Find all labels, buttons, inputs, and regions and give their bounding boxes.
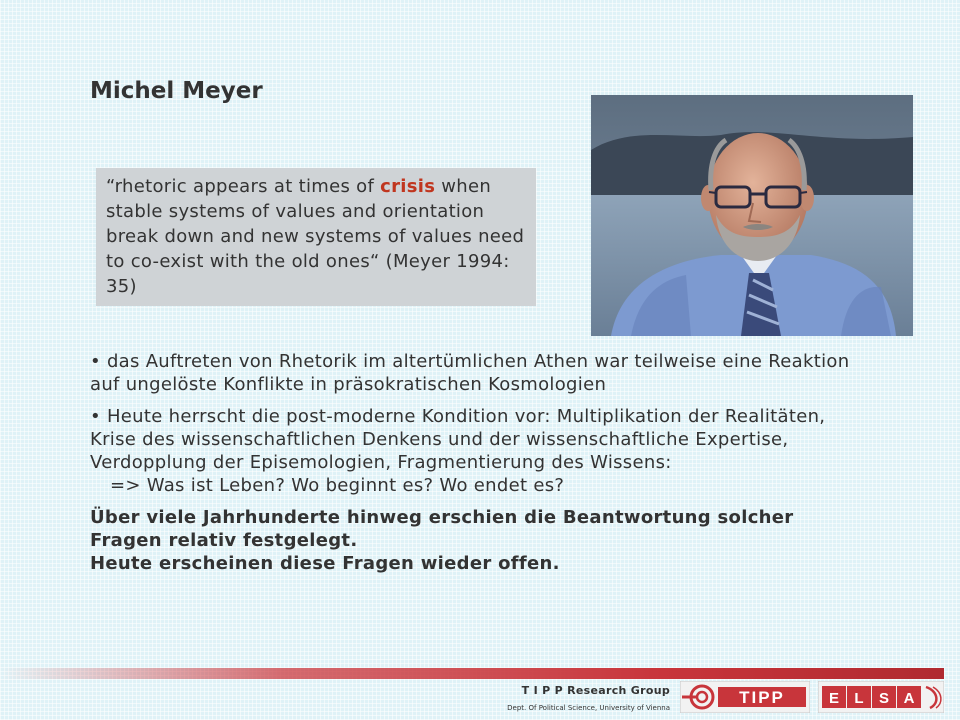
footer-credits (470, 684, 670, 712)
quote-text-end: when stable systems of values and orientation break down and new systems of values need to co-exist with the old ones“ (Meyer 1994: 35) (106, 176, 525, 297)
conclusion-line-1: Über viele Jahrhunderte hinweg erschien die Beantwortung solcher Fragen relativ festgelegt. (90, 507, 794, 551)
elsa-logo-letter: L (854, 690, 864, 707)
quote-box (96, 168, 536, 306)
conclusion-line-2: Heute erscheinen diese Fragen wieder offen. (90, 553, 560, 574)
footer-divider (0, 668, 944, 679)
bullet-item-postmodern-condition (90, 405, 850, 497)
arrow-question-line: => Was ist Leben? Wo beginnt es? Wo endet es? (110, 475, 565, 496)
footer-group-name: T I P P Research Group (521, 684, 670, 697)
tipp-logo-text: TIPP (739, 688, 785, 707)
elsa-logo-letter: S (878, 690, 890, 707)
elsa-logo-letter: E (828, 690, 840, 707)
elsa-logo-letter: A (903, 690, 915, 707)
bullet-list (90, 350, 850, 575)
bullet-item-rhetoric-athens: • das Auftreten von Rhetorik im altertümlichen Athen war teilweise eine Reaktion auf ungelöste Konflikte in präsokratischen Kosmologien (90, 351, 850, 395)
quote-text-start: “rhetoric appears at times of (106, 176, 381, 197)
footer-department: Dept. Of Political Science, University of Vienna (507, 704, 670, 712)
conclusion-text (90, 506, 850, 575)
bullet-item-postmodern-text: • Heute herrscht die post-moderne Kondition vor: Multiplikation der Realitäten, Krise des wissenschaftlichen Denkens und der wissenschaftliche Expertise, Verdopplung der Episemologien, Fragmentierung des Wissens: (90, 406, 826, 473)
quote-highlight-crisis: crisis (380, 176, 436, 197)
portrait-photo (591, 95, 913, 336)
tipp-logo (680, 681, 810, 713)
slide-title: Michel Meyer (90, 78, 263, 104)
elsa-logo (818, 681, 944, 713)
